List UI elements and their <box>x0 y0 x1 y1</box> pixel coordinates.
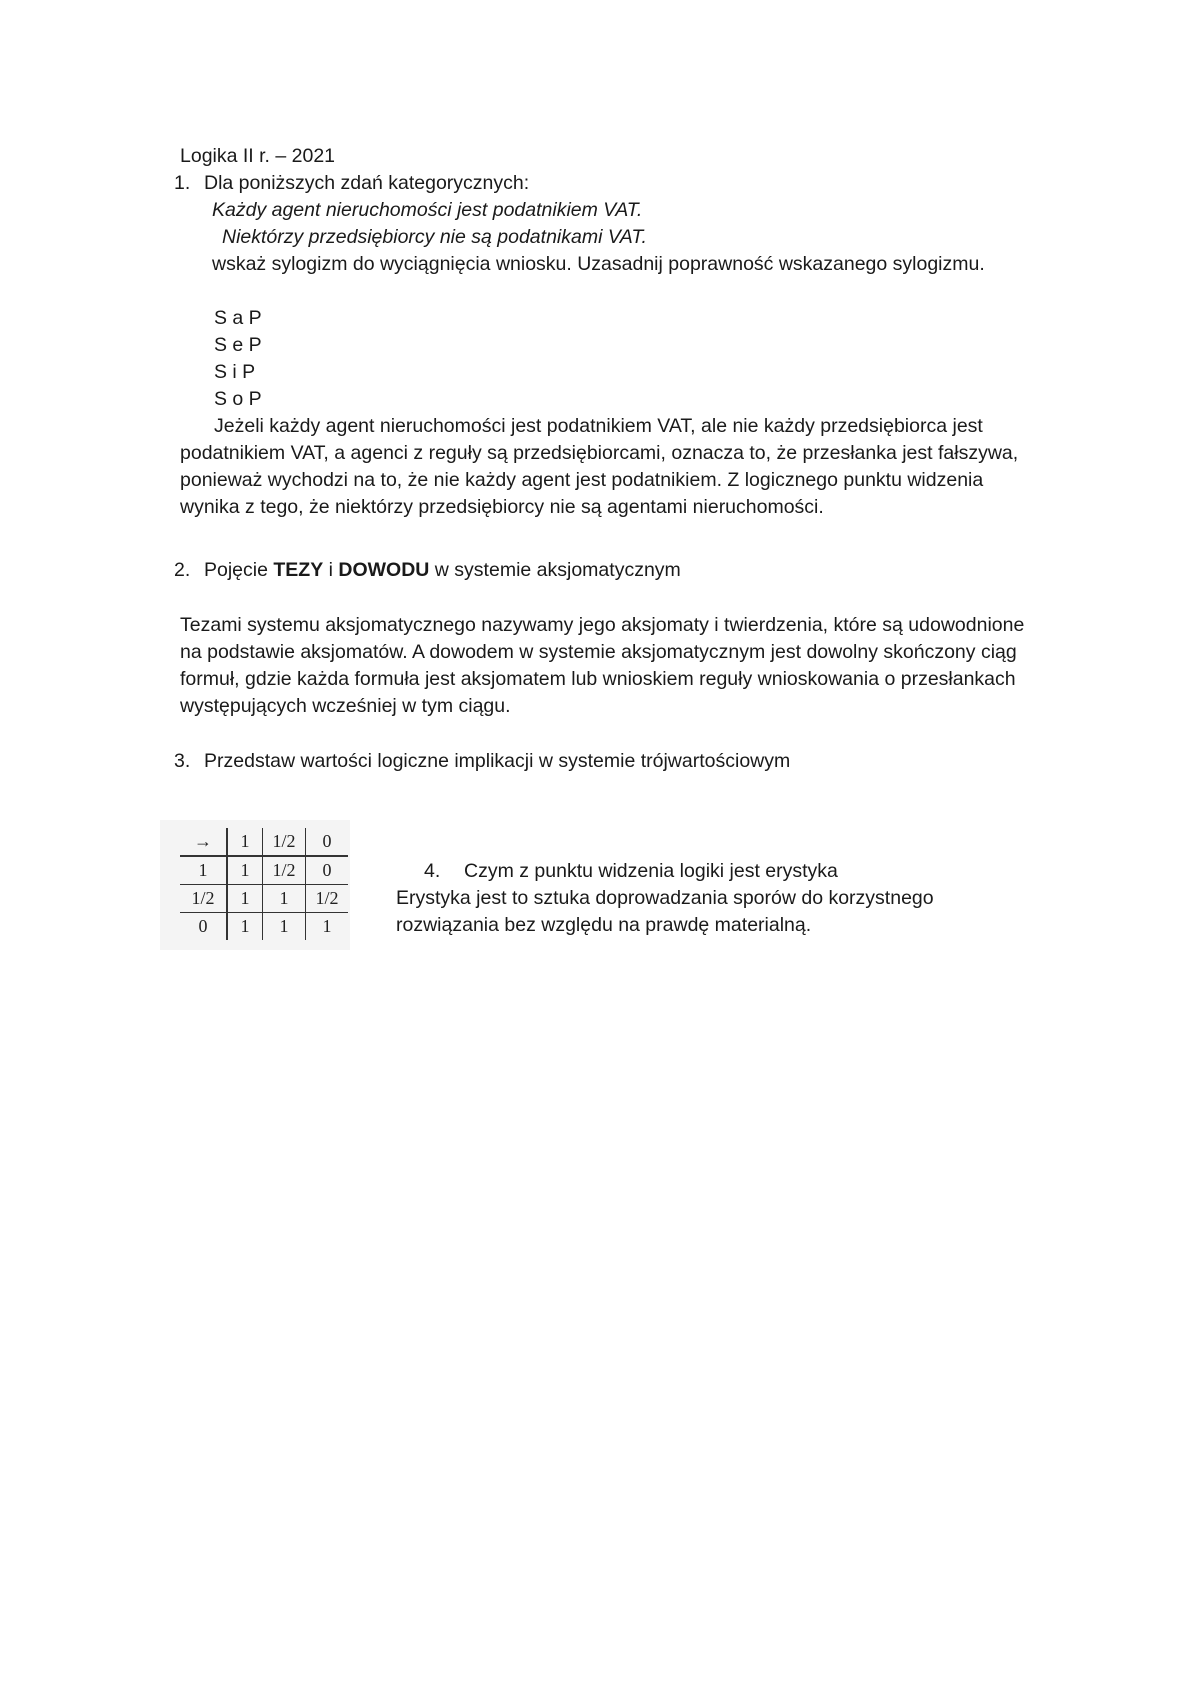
answer-1-line: wynika z tego, że niektórzy przedsiębiorcy nie są agentami nieruchomości. <box>180 496 824 518</box>
question-number: 4. <box>424 860 441 882</box>
table-cell: 0 <box>180 913 227 941</box>
table-cell: 1/2 <box>263 856 306 885</box>
table-cell: → <box>180 828 227 856</box>
table-cell: 1 <box>263 885 306 913</box>
form-sop: S o P <box>214 388 262 410</box>
table-cell: 1 <box>263 913 306 941</box>
table-row <box>180 913 348 941</box>
table-cell: 1 <box>227 913 263 941</box>
question-3-title: 3. Przedstaw wartości logiczne implikacji w systemie trójwartościowym <box>174 748 790 775</box>
table-cell: 0 <box>306 828 349 856</box>
question-number: 3. <box>174 750 191 772</box>
table-cell: 0 <box>306 856 349 885</box>
table-cell: 1/2 <box>306 885 349 913</box>
document-header: Logika II r. – 2021 <box>180 145 336 167</box>
table-cell: 1/2 <box>180 885 227 913</box>
answer-1-line: Jeżeli każdy agent nieruchomości jest podatnikiem VAT, ale nie każdy przedsiębiorca jest <box>214 415 983 437</box>
answer-2-line: występujących wcześniej w tym ciągu. <box>180 695 511 717</box>
answer-4-line: rozwiązania bez względu na prawdę materialną. <box>396 914 812 936</box>
table-cell: 1 <box>227 885 263 913</box>
question-number: 2. <box>174 559 191 581</box>
table-cell: 1 <box>180 856 227 885</box>
premise-2: Niektórzy przedsiębiorcy nie są podatnikami VAT. <box>222 226 647 248</box>
answer-4-line: Erystyka jest to sztuka doprowadzania sporów do korzystnego <box>396 887 934 909</box>
table-row <box>180 885 348 913</box>
table-cell: 1 <box>322 916 332 936</box>
table-cell: 1/2 <box>263 828 306 856</box>
table-cell: 1 <box>227 856 263 885</box>
implication-truth-table <box>160 820 350 950</box>
table-row <box>180 828 348 856</box>
question-1-prompt: 1. Dla poniższych zdań kategorycznych: <box>174 170 529 197</box>
form-sip: S i P <box>214 361 256 383</box>
form-sap: S a P <box>214 307 262 329</box>
table-row <box>180 856 348 885</box>
answer-2-line: formuł, gdzie każda formuła jest aksjomatem lub wnioskiem reguły wnioskowania o przesłankach <box>180 668 1016 690</box>
answer-2-line: Tezami systemu aksjomatycznego nazywamy jego aksjomaty i twierdzenia, które są udowodnione <box>180 614 1025 636</box>
answer-2-line: na podstawie aksjomatów. A dowodem w systemie aksjomatycznym jest dowolny skończony ciąg <box>180 641 1017 663</box>
answer-1-line: podatnikiem VAT, a agenci z reguły są przedsiębiorcami, oznacza to, że przesłanka jest fałszywa, <box>180 442 1019 464</box>
question-2-title: 2. Pojęcie TEZY i DOWODU w systemie aksjomatycznym <box>174 557 681 584</box>
premise-1: Każdy agent nieruchomości jest podatnikiem VAT. <box>212 199 643 221</box>
form-sep: S e P <box>214 334 262 356</box>
table-cell: 1 <box>227 828 263 856</box>
question-number: 1. <box>174 172 191 194</box>
answer-1-line: ponieważ wychodzi na to, że nie każdy agent jest podatnikiem. Z logicznego punktu widzenia <box>180 469 984 491</box>
question-4-title: 4. Czym z punktu widzenia logiki jest erystyka <box>424 858 838 885</box>
question-1-instruction: wskaż sylogizm do wyciągnięcia wniosku. Uzasadnij poprawność wskazanego sylogizmu. <box>212 253 985 275</box>
